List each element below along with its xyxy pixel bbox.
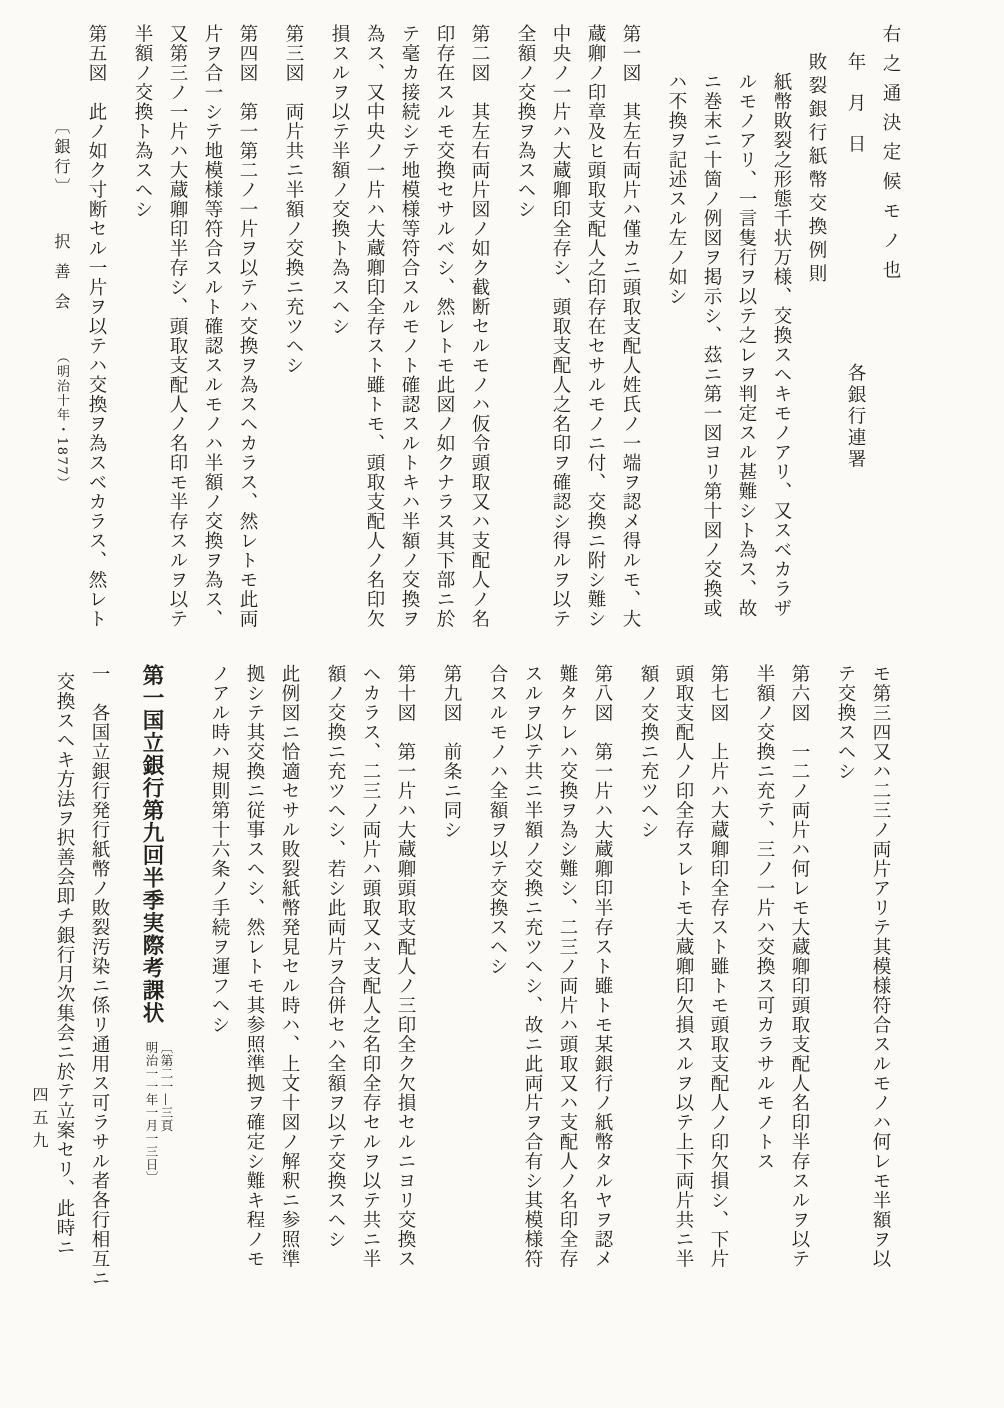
text-line: ノアル時ハ規則第十六条ノ手続ヲ運フヘシ: [209, 664, 230, 1035]
text-line: 為ス、又中央ノ一片ハ大蔵卿印全存スト雖トモ、頭取支配人ノ名印欠: [364, 24, 385, 629]
text-line: 片ヲ合一シテ地模様等符合スルト確認スルモノハ半額ノ交換ヲ為ス、: [202, 24, 223, 629]
text-line: 印存在スルモ交換セサルベシ、然レトモ此図ノ如クナラス其下部ニ於: [434, 24, 455, 629]
margin-source-label: [50, 118, 72, 491]
date-line: 年 月 日: [845, 52, 866, 155]
text-line: 半額ノ交換ニ充テ、三ノ一片ハ交換ス可カラサルモノトス: [754, 664, 775, 1171]
text-line: 蔵卿ノ印章及ヒ頭取支配人之印存在セサルモノニ付、交換ニ附シ難シ: [585, 24, 606, 629]
text-line: ニ巻末ニ十箇ノ例図ヲ掲示シ、茲ニ第一図ヨリ第十図ノ交換或: [701, 72, 722, 618]
text-line: 此例図ニ恰適セサル敗裂紙幣発見セル時ハ、上文十図ノ解釈ニ参照準: [279, 664, 300, 1269]
margin-category: 〔銀行〕: [52, 118, 71, 198]
text-line: 交換スヘキ方法ヲ択善会即チ銀行月次集会ニ於テ立案セリ、此時ニ: [54, 672, 75, 1257]
text-line: 又第三ノ一片ハ大蔵卿印半存シ、頭取支配人ノ名印モ半存スルヲ以テ: [167, 24, 188, 629]
signature-line: 各銀行連署: [845, 363, 866, 471]
text-line: モ第三四又ハ二三ノ両片アリテ其模様符合スルモノハ何レモ半額ヲ以: [870, 664, 891, 1269]
text-line: 第二図 其左右両片図ノ如ク截断セルモノハ仮令頭取又ハ支配人ノ名: [469, 24, 490, 629]
date-signature-column: [838, 24, 873, 656]
text-line: 難タケレハ交換ヲ為シ難シ、二三ノ両片ハ頭取又ハ支配人ノ名印全存: [557, 664, 578, 1269]
text-line: 第五図 此ノ如ク寸断セル一片ヲ以テハ交換ヲ為スベカラス、然レト: [86, 24, 107, 629]
text-line: 紙幣敗裂之形態千状万様、交換スヘキモノアリ、又スベカラザ: [771, 72, 792, 618]
text-line: ヘカラス、二三ノ両片ハ頭取又ハ支配人之名印全存セルヲ以テ共ニ半: [360, 664, 381, 1269]
text-line: 第六図 一二ノ両片ハ何レモ大蔵卿印頭取支配人名印半存スルヲ以テ: [789, 664, 810, 1269]
text-line: 第七図 上片ハ大蔵卿印全存スト雖トモ頭取支配人ノ印欠損シ、下片: [708, 664, 729, 1269]
rules-title: 敗裂銀行紙幣交換例則: [806, 52, 827, 287]
text-line: テ交換スヘシ: [835, 664, 856, 781]
source-note-pages: 〔第二一—三頁: [159, 1040, 174, 1132]
report-title: 第一国立銀行第九回半季実際考課状: [139, 664, 164, 1024]
text-line: 頭取支配人ノ印全存スレトモ大蔵卿印欠損スルヲ以テ上下両片共ニ半: [673, 664, 694, 1269]
text-line: 第三図 両片共ニ半額ノ交換ニ充ツヘシ: [283, 24, 304, 375]
text-line: 中央ノ一片ハ大蔵卿印全存シ、頭取支配人之名印ヲ確認シ得ルヲ以テ: [550, 24, 571, 629]
top-text-band: [79, 24, 908, 656]
text-line: 額ノ交換ニ充ツヘシ: [638, 664, 659, 840]
margin-society: 択善会: [52, 233, 71, 324]
text-line: 半額ノ交換ト為スヘシ: [132, 24, 153, 219]
text-line: テ毫カ接続シテ地模様等符合スルモノト確認スルトキハ半額ノ交換ヲ: [399, 24, 420, 629]
text-line: 第一図 其左右両片ハ僅カニ頭取支配人姓氏ノ一端ヲ認メ得ルモ、大: [620, 24, 641, 629]
text-line: ハ不換ヲ記述スル左ノ如シ: [666, 72, 687, 306]
text-line: 額ノ交換ニ充ツヘシ、若シ此両片ヲ合併セハ全額ヲ以テ交換スヘシ: [325, 664, 346, 1249]
margin-year: （明治十年・1877）: [54, 350, 69, 491]
text-line: 一 各国立銀行発行紙幣ノ敗裂汚染ニ係リ通用ス可ラサル者各行相互ニ: [89, 664, 110, 1288]
text-line: 第四図 第一第二ノ一片ヲ以テハ交換ヲ為スヘカラス、然レトモ此両: [237, 24, 258, 629]
text-line: 損スルヲ以テ半額ノ交換ト為スヘシ: [329, 24, 350, 336]
text-line: スルヲ以テ共ニ半額ノ交換ニ充ツヘシ、故ニ此両片ヲ合有シ其模様符: [522, 664, 543, 1269]
text-line: ルモノアリ、一言隻行ヲ以テ之レヲ判定スル甚難シト為ス、故: [736, 72, 757, 618]
text-line: 第八図 第一片ハ大蔵卿印半存スト雖トモ某銀行ノ紙幣タルヤヲ認メ: [592, 664, 613, 1269]
text-line: 第九図 前条ニ同シ: [441, 664, 462, 840]
source-note-date: 明治一一年一月一三日〕: [144, 1040, 159, 1184]
source-note: [144, 1041, 174, 1193]
bottom-text-band: [47, 664, 898, 1298]
closing-line: 右之通決定候モノ也: [880, 24, 901, 290]
text-line: 拠シテ其交換ニ従事スヘシ、然レトモ其参照準拠ヲ確定シ難キ程ノモ: [244, 664, 265, 1269]
text-line: 第十図 第一片ハ大蔵卿頭取支配人ノ三印全ク欠損セルニヨリ交換ス: [395, 664, 416, 1269]
page-number: 四五九: [30, 1086, 49, 1155]
text-line: 全額ノ交換ヲ為スヘシ: [515, 24, 536, 219]
text-line: 合スルモノハ全額ヲ以テ交換スヘシ: [487, 664, 508, 976]
report-heading-line: [128, 664, 174, 1298]
